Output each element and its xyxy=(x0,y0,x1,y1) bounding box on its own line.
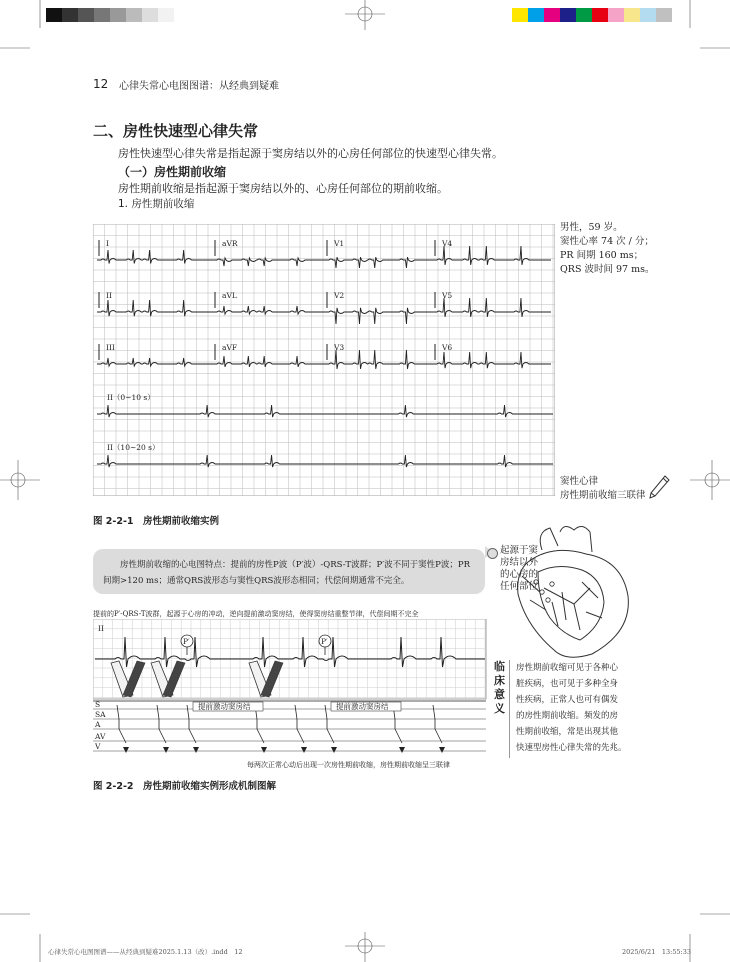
features-text: 房性期前收缩的心电图特点：提前的房性P波（P′波）-QRS-T波群；P′波不同于窦性P波；PR间期>120 ms；通常QRS波形态与窦性QRS波形态相同；代偿间期通常不完全。 xyxy=(103,560,470,586)
features-box xyxy=(93,549,485,594)
diagnosis xyxy=(560,475,646,503)
lead-label: III xyxy=(106,343,115,352)
clinical-line: 性疾病，正常人也可有偶发 xyxy=(516,695,619,705)
clinical-divider xyxy=(509,660,510,758)
lead-label: aVR xyxy=(222,239,238,248)
patient-info-line: 窦性心率 74 次 / 分； xyxy=(560,236,654,247)
conduction-line xyxy=(157,705,159,719)
ladder-footnote: 每两次正常心动后出现一次房性期前收缩，房性期前收缩呈三联律 xyxy=(247,761,450,769)
conduction-arrow xyxy=(163,747,169,753)
sinus-reset-label: 提前激动窦房结 xyxy=(198,702,251,711)
lead-label: V5 xyxy=(442,291,453,300)
lead-label: V6 xyxy=(442,343,453,352)
p-prime-label: P′ xyxy=(321,637,328,646)
conduction-arrow xyxy=(261,747,267,753)
conduction-arrow xyxy=(331,747,337,753)
figure-caption-2: 图 2-2-2 房性期前收缩实例形成机制图解 xyxy=(93,781,277,792)
clinical-title-char: 临 xyxy=(494,660,505,673)
heart-origin-label: 起源于窦房结以外的心房的任何部位 xyxy=(500,545,539,592)
lead-label: V2 xyxy=(334,291,345,300)
conduction-arrow xyxy=(439,747,445,753)
lead-label: aVF xyxy=(222,343,238,352)
patient-info-line: PR 间期 160 ms； xyxy=(560,250,644,261)
patient-info xyxy=(560,221,654,277)
conduction-arrow xyxy=(301,747,307,753)
clinical-line: 房性期前收缩可见于各种心 xyxy=(516,663,619,673)
lead-label: II xyxy=(98,624,104,633)
diagnosis-line: 房性期前收缩三联律 xyxy=(560,490,646,501)
running-header: 心律失常心电图图谱：从经典到疑难 xyxy=(119,81,279,92)
ladder-row-label: SA xyxy=(95,710,106,719)
conduction-line xyxy=(117,705,119,719)
patient-info-line: 男性，59 岁。 xyxy=(560,222,623,233)
twelve-lead-ecg xyxy=(93,224,555,496)
lead-label: II xyxy=(106,291,112,300)
section-description: 房性快速型心律失常是指起源于窦房结以外的心房任何部位的快速型心律失常。 xyxy=(118,147,503,160)
conduction-line xyxy=(325,705,327,719)
conduction-line xyxy=(295,705,297,719)
rhythm-strip-label: II（0~10 s） xyxy=(107,393,155,402)
bullet-icon xyxy=(487,548,498,559)
clinical-text xyxy=(516,660,650,756)
lead-label: V3 xyxy=(334,343,345,352)
ladder-diagram xyxy=(93,619,488,771)
lead-label: I xyxy=(106,239,109,248)
footer-left: 心律失常心电图图谱——从经典到疑难2025.1.13（改）.indd 12 xyxy=(48,948,243,956)
conduction-line xyxy=(187,705,189,719)
ladder-row-label: V xyxy=(95,742,101,751)
conduction-line xyxy=(433,705,435,719)
page-number: 12 xyxy=(93,77,109,91)
clinical-title-char: 床 xyxy=(494,674,505,687)
item-heading: 1. 房性期前收缩 xyxy=(118,198,195,210)
ladder-title: 提前的P′-QRS-T波群，起源于心房的冲动，逆向提前激动窦房结，使得窦房结重整节律，代偿间期不完全 xyxy=(93,610,419,618)
ladder-row-label: S xyxy=(95,700,101,709)
section-title: 二、房性快速型心律失常 xyxy=(93,122,259,140)
lead-label: aVL xyxy=(222,291,237,300)
clinical-line: 性期前收缩，常是出现其他 xyxy=(516,727,619,737)
clinical-line: 快速型房性心律失常的先兆。 xyxy=(516,743,627,753)
conduction-arrow xyxy=(399,747,405,753)
sinus-reset-label: 提前激动窦房结 xyxy=(336,702,389,711)
pencil-icon xyxy=(648,474,670,500)
clinical-line: 的房性期前收缩。频发的房 xyxy=(516,711,619,721)
p-prime-label: P′ xyxy=(183,637,190,646)
clinical-line: 脏疾病，也可见于多种全身 xyxy=(516,679,619,689)
figure-caption-1: 图 2-2-1 房性期前收缩实例 xyxy=(93,516,220,527)
lead-label: V1 xyxy=(334,239,345,248)
rhythm-strip-label: II（10~20 s） xyxy=(107,443,160,452)
clinical-title-char: 义 xyxy=(494,702,505,715)
conduction-arrow xyxy=(193,747,199,753)
footer-right: 2025/6/21 13:55:33 xyxy=(622,948,692,956)
ladder-row-label: AV xyxy=(95,732,106,741)
subsection-title: （一）房性期前收缩 xyxy=(118,165,227,179)
clinical-title-char: 意 xyxy=(494,688,505,701)
ladder-row-label: A xyxy=(95,720,101,729)
patient-info-line: QRS 波时间 97 ms。 xyxy=(560,264,655,275)
diagnosis-line: 窦性心律 xyxy=(560,476,599,487)
subsection-description: 房性期前收缩是指起源于窦房结以外的、心房任何部位的期前收缩。 xyxy=(118,182,448,195)
clinical-title xyxy=(494,660,506,716)
conduction-arrow xyxy=(123,747,129,753)
lead-label: V4 xyxy=(442,239,453,248)
